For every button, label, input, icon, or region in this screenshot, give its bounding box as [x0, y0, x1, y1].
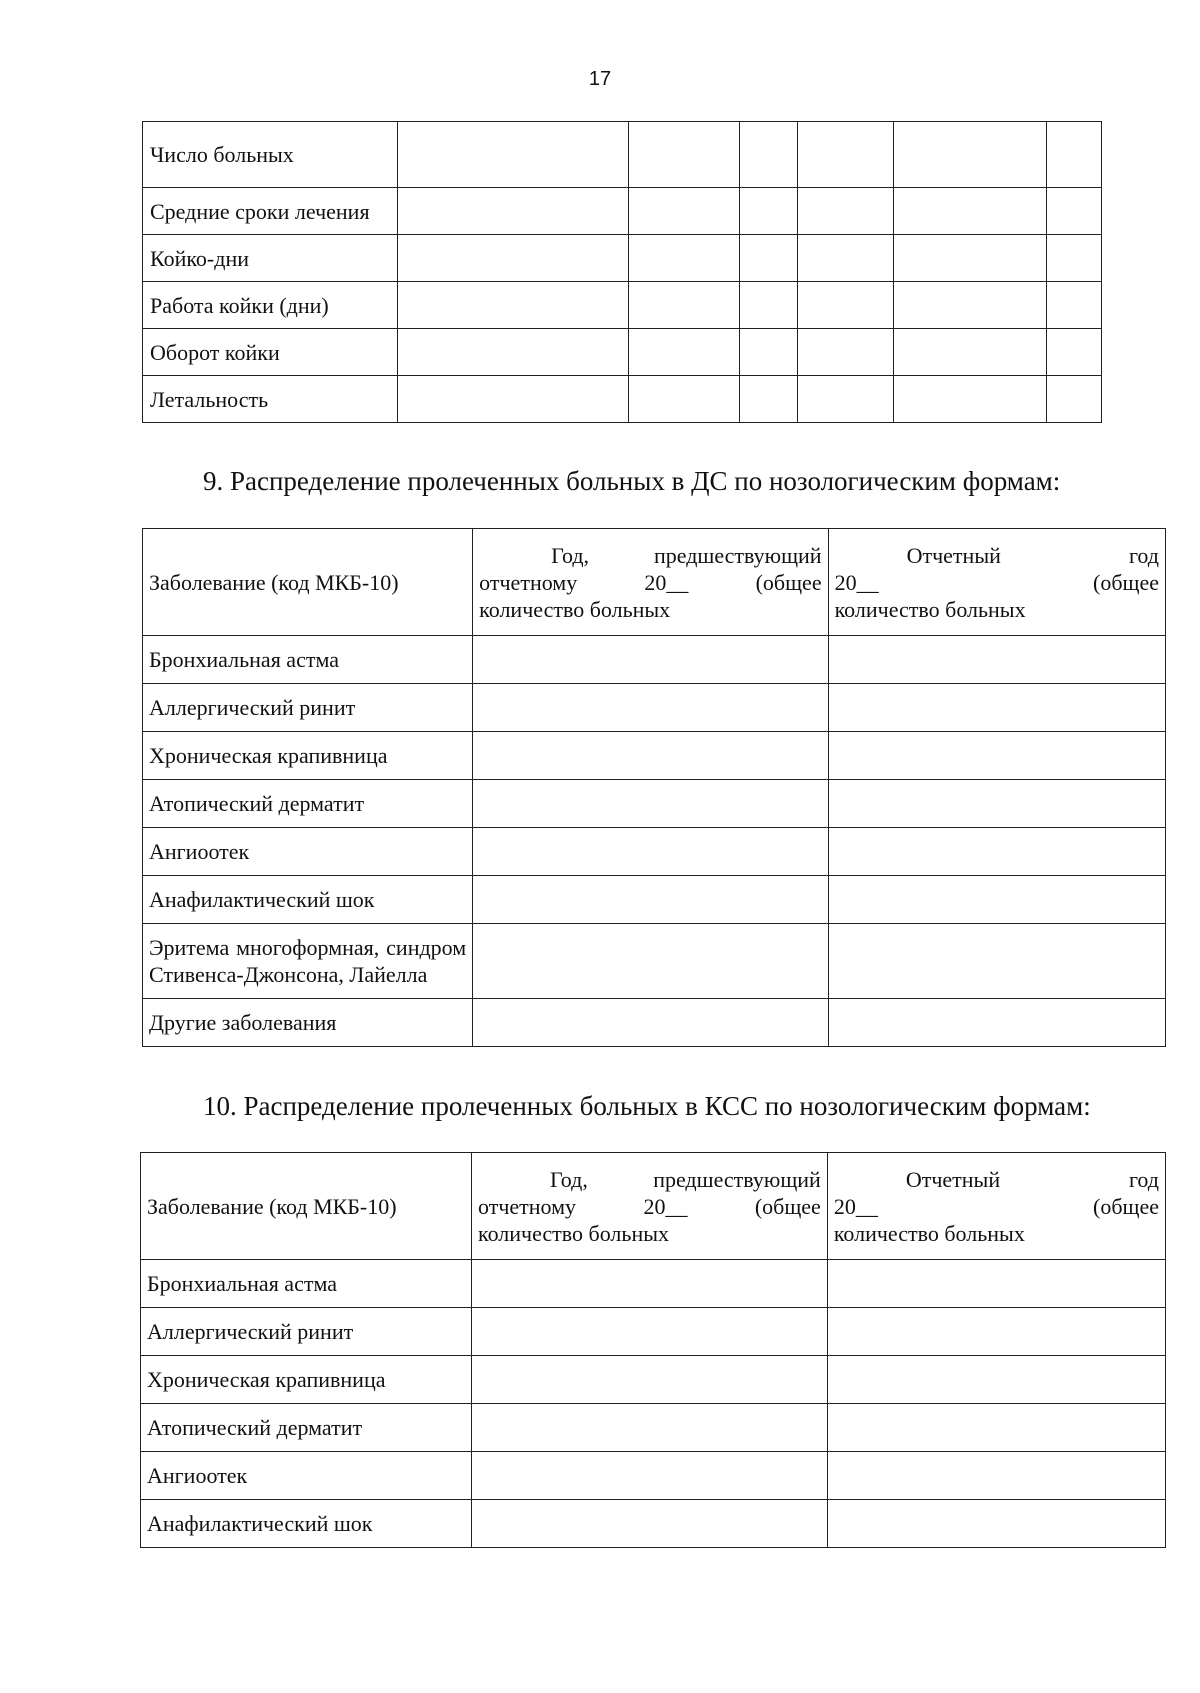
table-cell[interactable] — [398, 235, 629, 282]
header-previous-year: Год, предшествующий отчетному 20__ (общее количество больных — [472, 1153, 828, 1260]
header-report-year: Отчетный год 20__ (общее количество больных — [828, 529, 1165, 636]
table-cell[interactable] — [740, 282, 798, 329]
table-cell[interactable] — [629, 188, 740, 235]
table-cell[interactable] — [398, 122, 629, 188]
table-row — [143, 636, 1166, 684]
table-cell[interactable] — [894, 282, 1047, 329]
disease-name: Аллергический ринит — [143, 684, 473, 732]
table-cell[interactable] — [473, 732, 828, 780]
disease-name: Бронхиальная астма — [143, 636, 473, 684]
table-cell[interactable] — [827, 1260, 1165, 1308]
table-row — [143, 876, 1166, 924]
table-row — [143, 122, 1102, 188]
table-row — [143, 924, 1166, 999]
table-cell[interactable] — [398, 376, 629, 423]
disease-name: Другие заболевания — [143, 999, 473, 1047]
table-cell[interactable] — [798, 235, 894, 282]
table-cell[interactable] — [473, 999, 828, 1047]
table-row — [141, 1452, 1166, 1500]
table-cell[interactable] — [828, 636, 1165, 684]
row-label: Работа койки (дни) — [143, 282, 398, 329]
table-cell[interactable] — [827, 1404, 1165, 1452]
page-number: 17 — [588, 68, 612, 90]
table-cell[interactable] — [472, 1308, 828, 1356]
table-header-row — [141, 1153, 1166, 1260]
table-cell[interactable] — [473, 876, 828, 924]
table-cell[interactable] — [827, 1308, 1165, 1356]
header-report-year: Отчетный год 20__ (общее количество больных — [827, 1153, 1165, 1260]
disease-name: Анафилактический шок — [143, 876, 473, 924]
row-label: Оборот койки — [143, 329, 398, 376]
table-cell[interactable] — [629, 282, 740, 329]
table-row — [141, 1404, 1166, 1452]
table-cell[interactable] — [472, 1452, 828, 1500]
table-row — [143, 235, 1102, 282]
table-row — [143, 376, 1102, 423]
row-label: Койко-дни — [143, 235, 398, 282]
table-header-row — [143, 529, 1166, 636]
table-cell[interactable] — [740, 122, 798, 188]
disease-name: Хроническая крапивница — [141, 1356, 472, 1404]
disease-name: Ангиоотек — [143, 828, 473, 876]
table-cell[interactable] — [473, 780, 828, 828]
table-row — [141, 1500, 1166, 1548]
table-cell[interactable] — [629, 329, 740, 376]
table-row — [143, 329, 1102, 376]
table-row — [141, 1356, 1166, 1404]
disease-name: Аллергический ринит — [141, 1308, 472, 1356]
round-the-clock-hospital-disease-table — [140, 1152, 1166, 1548]
day-hospital-disease-table — [142, 528, 1166, 1047]
table-row — [143, 828, 1166, 876]
row-label: Летальность — [143, 376, 398, 423]
table-cell[interactable] — [1047, 188, 1102, 235]
table-cell[interactable] — [1047, 376, 1102, 423]
table-cell[interactable] — [827, 1452, 1165, 1500]
table-cell[interactable] — [828, 684, 1165, 732]
table-row — [143, 732, 1166, 780]
table-cell[interactable] — [1047, 235, 1102, 282]
section-9-heading: 9. Распределение пролеченных больных в ДС по нозологическим формам: — [203, 466, 1061, 496]
header-disease: Заболевание (код МКБ-10) — [143, 529, 473, 636]
table-cell[interactable] — [828, 924, 1165, 999]
table-cell[interactable] — [798, 122, 894, 188]
disease-name: Атопический дерматит — [143, 780, 473, 828]
table-cell[interactable] — [473, 636, 828, 684]
section-10-heading: 10. Распределение пролеченных больных в КСС по нозологическим формам: — [203, 1091, 1091, 1121]
table-cell[interactable] — [398, 282, 629, 329]
table-row — [143, 188, 1102, 235]
table-cell[interactable] — [798, 376, 894, 423]
table-cell[interactable] — [472, 1500, 828, 1548]
table-row — [141, 1308, 1166, 1356]
table-cell[interactable] — [894, 235, 1047, 282]
table-cell[interactable] — [740, 376, 798, 423]
table-row — [141, 1260, 1166, 1308]
header-previous-year: Год, предшествующий отчетному 20__ (общее количество больных — [473, 529, 828, 636]
table-cell[interactable] — [828, 999, 1165, 1047]
table-cell[interactable] — [828, 780, 1165, 828]
table-cell[interactable] — [740, 329, 798, 376]
header-disease: Заболевание (код МКБ-10) — [141, 1153, 472, 1260]
table-row — [143, 282, 1102, 329]
table-cell[interactable] — [827, 1356, 1165, 1404]
table-cell[interactable] — [1047, 122, 1102, 188]
table-row — [143, 999, 1166, 1047]
table-cell[interactable] — [472, 1404, 828, 1452]
table-cell[interactable] — [894, 329, 1047, 376]
table-cell[interactable] — [828, 828, 1165, 876]
disease-name: Анафилактический шок — [141, 1500, 472, 1548]
table-cell[interactable] — [472, 1356, 828, 1404]
table-row — [143, 780, 1166, 828]
table-cell[interactable] — [894, 188, 1047, 235]
table-cell[interactable] — [798, 282, 894, 329]
disease-name: Ангиоотек — [141, 1452, 472, 1500]
disease-name: Бронхиальная астма — [141, 1260, 472, 1308]
table-cell[interactable] — [740, 235, 798, 282]
disease-name: Эритема многоформная, синдром Стивенса-Джонсона, Лайелла — [143, 924, 473, 999]
table-cell[interactable] — [894, 122, 1047, 188]
table-cell[interactable] — [740, 188, 798, 235]
table-row — [143, 684, 1166, 732]
table-cell[interactable] — [629, 122, 740, 188]
table-cell[interactable] — [1047, 282, 1102, 329]
table-cell[interactable] — [828, 732, 1165, 780]
bed-statistics-table — [142, 121, 1102, 423]
table-cell[interactable] — [398, 188, 629, 235]
table-cell[interactable] — [798, 188, 894, 235]
table-cell[interactable] — [398, 329, 629, 376]
table-cell[interactable] — [473, 828, 828, 876]
row-label: Средние сроки лечения — [143, 188, 398, 235]
table-cell[interactable] — [828, 876, 1165, 924]
table-cell[interactable] — [629, 376, 740, 423]
table-cell[interactable] — [798, 329, 894, 376]
table-cell[interactable] — [827, 1500, 1165, 1548]
table-cell[interactable] — [629, 235, 740, 282]
table-cell[interactable] — [894, 376, 1047, 423]
table-cell[interactable] — [473, 924, 828, 999]
row-label: Число больных — [143, 122, 398, 188]
disease-name: Хроническая крапивница — [143, 732, 473, 780]
table-cell[interactable] — [473, 684, 828, 732]
table-cell[interactable] — [1047, 329, 1102, 376]
disease-name: Атопический дерматит — [141, 1404, 472, 1452]
table-cell[interactable] — [472, 1260, 828, 1308]
